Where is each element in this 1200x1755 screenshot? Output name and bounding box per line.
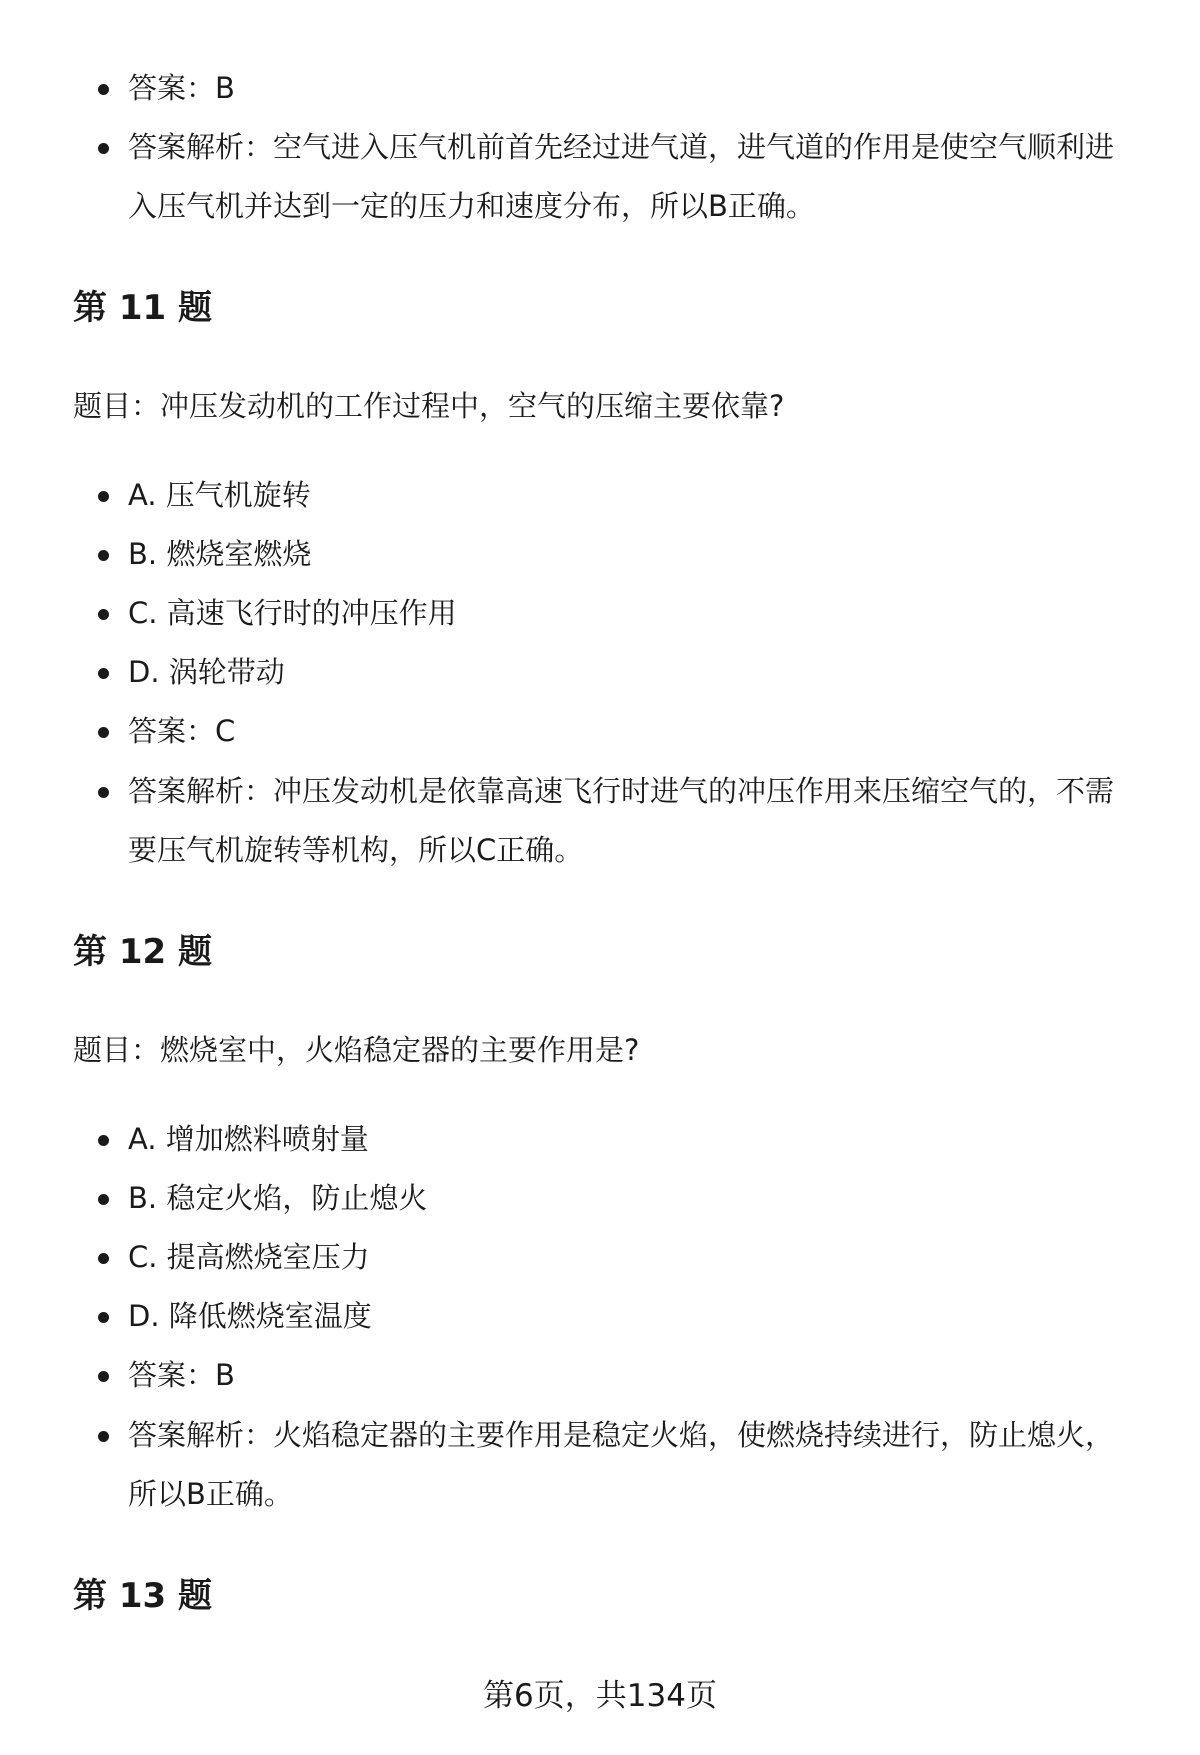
page-number: 第6页，共134页 [483, 1678, 717, 1714]
option-a: A. 压气机旋转 [128, 478, 311, 512]
bullet [98, 491, 109, 502]
question-heading: 第 13 题 [73, 1576, 212, 1616]
option-d: D. 降低燃烧室温度 [128, 1299, 372, 1333]
bullet [98, 668, 109, 679]
option-c: C. 提高燃烧室压力 [128, 1240, 370, 1274]
bullet [98, 1431, 109, 1442]
bullet [98, 727, 109, 738]
bullet [98, 1194, 109, 1205]
analysis-text-continued: 所以B正确。 [128, 1477, 293, 1511]
bullet [98, 1312, 109, 1323]
question-stem: 题目：冲压发动机的工作过程中，空气的压缩主要依靠? [73, 389, 785, 423]
option-b: B. 稳定火焰，防止熄火 [128, 1181, 428, 1215]
analysis-text-continued: 要压气机旋转等机构，所以C正确。 [128, 833, 584, 867]
answer-text: 答案：B [128, 1358, 235, 1392]
bullet [98, 550, 109, 561]
analysis-text: 答案解析：空气进入压气机前首先经过进气道，进气道的作用是使空气顺利进 [128, 130, 1115, 164]
analysis-text: 答案解析：火焰稳定器的主要作用是稳定火焰，使燃烧持续进行，防止熄火， [128, 1418, 1115, 1452]
bullet [98, 1371, 109, 1382]
bullet [98, 1135, 109, 1146]
answer-text: 答案：C [128, 714, 236, 748]
bullet [98, 609, 109, 620]
bullet [98, 787, 109, 798]
option-d: D. 涡轮带动 [128, 655, 285, 689]
bullet [98, 143, 109, 154]
option-b: B. 燃烧室燃烧 [128, 537, 312, 571]
option-c: C. 高速飞行时的冲压作用 [128, 596, 457, 630]
analysis-text: 答案解析：冲压发动机是依靠高速飞行时进气的冲压作用来压缩空气的，不需 [128, 774, 1115, 808]
question-heading: 第 11 题 [73, 288, 212, 328]
bullet [98, 84, 109, 95]
option-a: A. 增加燃料喷射量 [128, 1122, 369, 1156]
question-heading: 第 12 题 [73, 932, 212, 972]
analysis-text-continued: 入压气机并达到一定的压力和速度分布，所以B正确。 [128, 189, 815, 223]
answer-text: 答案：B [128, 71, 235, 105]
bullet [98, 1253, 109, 1264]
question-stem: 题目：燃烧室中，火焰稳定器的主要作用是? [73, 1033, 640, 1067]
